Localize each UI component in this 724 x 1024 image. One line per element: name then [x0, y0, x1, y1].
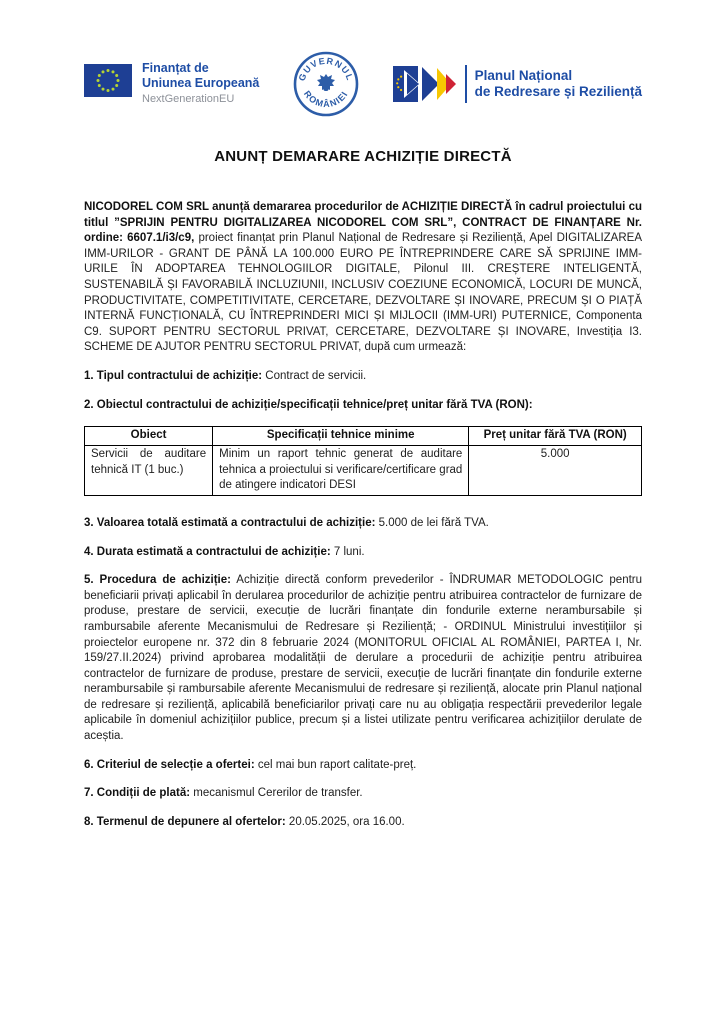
cell-pret: 5.000: [469, 446, 642, 496]
eu-funded-line1: Finanțat de: [142, 61, 209, 75]
eu-logo-text: [142, 61, 259, 107]
section-3-value: 5.000 de lei fără TVA.: [375, 516, 489, 529]
specifications-table: [84, 426, 642, 496]
cell-specificatii: Minim un raport tehnic generat de auditare tehnica a proiectului si verificare/certificare grad de atingere indicatori DESI: [213, 446, 469, 496]
section-7-label: 7. Condiții de plată:: [84, 787, 191, 800]
government-seal-icon: [293, 51, 359, 117]
pnrr-line1: Planul Național: [474, 68, 573, 83]
intro-bold-text: NICODOREL COM SRL anunță demararea procedurilor de ACHIZIȚIE DIRECTĂ în cadrul proiectului cu titlul ”SPRIJIN PENTRU DIGITALIZAREA NICODOREL COM SRL”, CONTRACT DE FINANȚARE Nr. ordine: 6607.1/i3/c9,: [84, 201, 642, 245]
column-header-obiect: Obiect: [85, 427, 213, 446]
table-header-row: [85, 427, 642, 446]
section-selection-criterion: [84, 758, 642, 774]
section-estimated-value: [84, 516, 642, 532]
section-1-value: Contract de servicii.: [262, 369, 367, 382]
section-7-value: mecanismul Cererilor de transfer.: [190, 787, 363, 800]
section-contract-object: [84, 398, 642, 414]
section-4-value: 7 luni.: [330, 545, 365, 558]
section-5-label: 5. Procedura de achiziție:: [84, 574, 231, 587]
section-8-value: 20.05.2025, ora 16.00.: [285, 815, 405, 828]
eu-funded-line2: Uniunea Europeană: [142, 76, 260, 90]
pnrr-separator: [465, 65, 467, 103]
header-logos: [84, 50, 642, 118]
section-1-label: 1. Tipul contractului de achiziție:: [84, 369, 263, 382]
section-8-label: 8. Termenul de depunere al ofertelor:: [84, 815, 286, 828]
pnrr-icon: [393, 62, 457, 106]
intro-regular-text: proiect finanțat prin Planul Național de Redresare și Reziliență, Apel DIGITALIZAREA IMM-URILOR - GRANT DE PÂNĂ LA 100.000 EURO PE ÎNTREPRINDERE CARE SĂ SPRIJINE IMM-URILE ÎN ADOPTAREA TEHNOLOGIILOR DIGITALE, Pilonul III. CREȘTERE INTELIGENTĂ, SUSTENABILĂ ȘI FAVORABILĂ INCLUZIUNII, INCLUSIV COEZIUNE ECONOMICĂ, LOCURI DE MUNCĂ, PRODUCTIVITATE, COMPETITIVITATE, CERCETARE, DEZVOLTARE ȘI INOVARE, PRECUM ȘI O PIAȚĂ INTERNĂ FUNCȚIONALĂ, CU ÎNTREPRINDERI MICI ȘI MIJLOCII (IMM-URI) PUTERNICE, Componenta C9. SUPORT PENTRU SECTORUL PRIVAT, CERCETARE, DEZVOLTARE ȘI INOVARE, Investiția I3. SCHEME DE AJUTOR PENTRU SECTORUL PRIVAT, după cum urmează:: [84, 232, 642, 354]
section-2-label: 2. Obiectul contractului de achiziție/specificații tehnice/preț unitar fără TVA (RON):: [84, 398, 533, 411]
pnrr-logo-text: [475, 68, 642, 100]
section-3-label: 3. Valoarea totală estimată a contractului de achiziție:: [84, 516, 376, 529]
intro-paragraph: [84, 200, 642, 356]
section-6-label: 6. Criteriul de selecție a ofertei:: [84, 758, 255, 771]
seal-text-top: GUVERNUL: [296, 55, 356, 83]
section-contract-type: [84, 369, 642, 385]
table-row: [85, 446, 642, 496]
eu-funding-logo: [84, 61, 259, 107]
eu-program-label: NextGenerationEU: [142, 93, 235, 105]
section-procedure: [84, 573, 642, 745]
page-title: ANUNȚ DEMARARE ACHIZIȚIE DIRECTĂ: [214, 148, 512, 165]
eu-flag-icon: [84, 64, 132, 97]
section-estimated-duration: [84, 545, 642, 561]
cell-obiect: Servicii de auditare tehnică IT (1 buc.): [85, 446, 213, 496]
pnrr-line2: de Redresare și Reziliență: [474, 84, 642, 99]
column-header-specificatii: Specificații tehnice minime: [213, 427, 469, 446]
pnrr-logo: [393, 62, 642, 106]
section-5-value: Achiziție directă conform prevederilor - ÎNDRUMAR METODOLOGIC pentru beneficiarii privați aplicabil în derularea procedurilor de achiziție pentru atribuirea contractelor de furnizare de produse, prestare de servicii, execuție de lucrări finanțate din fondurile externe nerambursabile și rambursabile aferente Mecanismului de Redresare și Reziliență; - ORDINUL Ministrului investițiilor și proiectelor europene nr. 372 din 8 februarie 2024 (MONITORUL OFICIAL AL ROMÂNIEI, PARTEA I, Nr. 159/27.II.2024) privind aprobarea modalității de derulare a procedurii de achiziție pentru atribuirea contractelor de furnizare de produse, prestare de servicii, execuție de lucrări finanțate din fondurile externe nerambursabile și rambursabile aferente Mecanismului de redresare și reziliență, alocate prin Planul național de redresare și reziliență, aplicabilă beneficiarilor privați care nu au obligația respectării prevederilor legale aplicabile în domeniul achizițiilor publice, precum și a listei utilizate pentru verificarea achizițiilor derulate de aceștia.: [84, 574, 643, 743]
seal-text-bottom: ROMÂNIEI: [301, 88, 351, 110]
section-submission-deadline: [84, 815, 642, 831]
column-header-pret: Preț unitar fără TVA (RON): [469, 427, 642, 446]
section-payment-conditions: [84, 786, 642, 802]
section-6-value: cel mai bun raport calitate-preț.: [254, 758, 417, 771]
section-4-label: 4. Durata estimată a contractului de achiziție:: [84, 545, 331, 558]
